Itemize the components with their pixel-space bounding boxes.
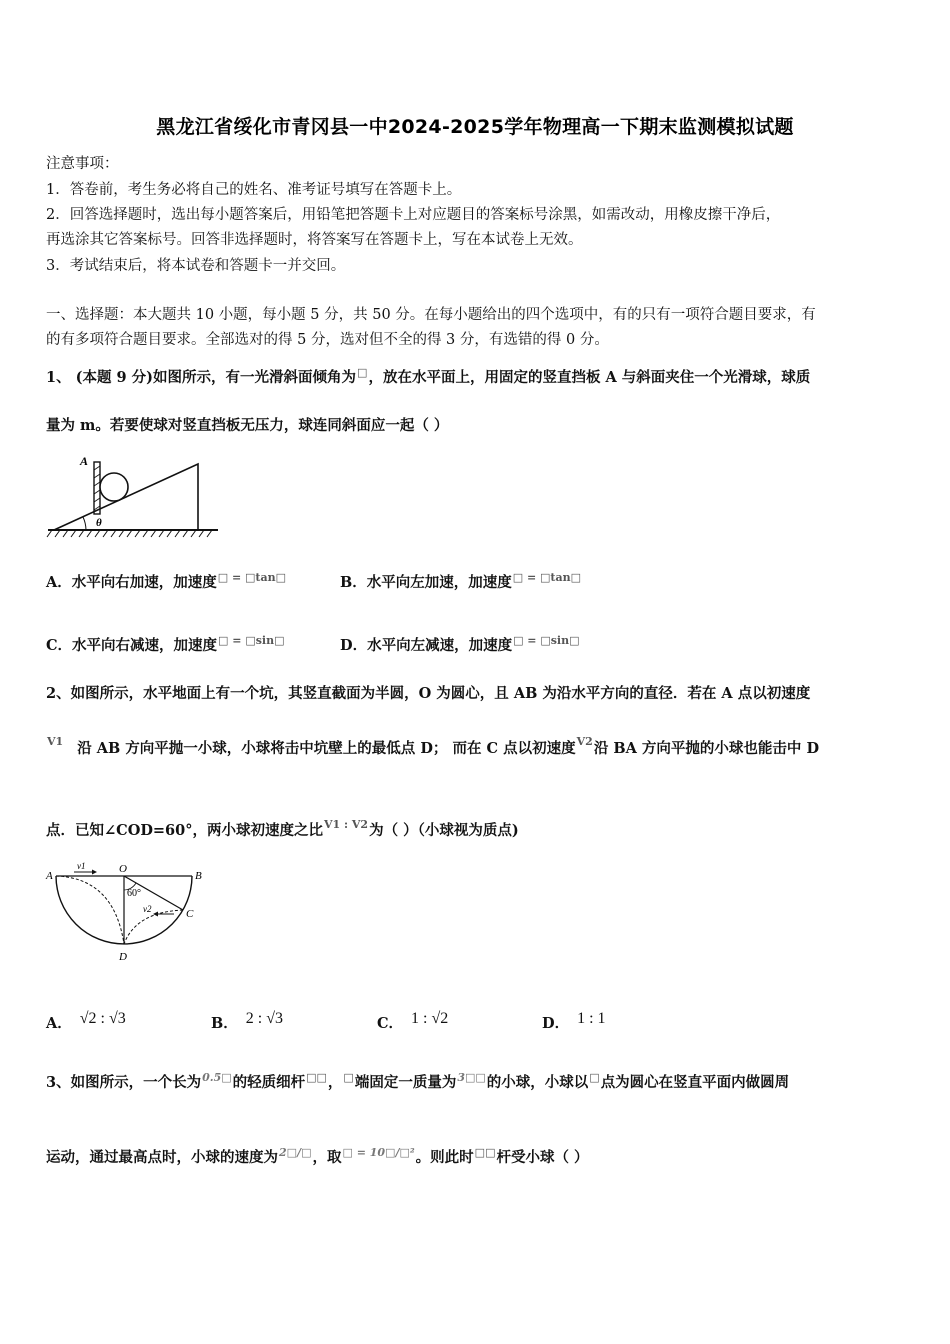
q3-line-2 [46, 1146, 589, 1167]
q1-option-c-expr: □ = □sin□ [218, 634, 285, 647]
q3-gravity: □ = 10□/□² [342, 1146, 415, 1159]
q1-option-c[interactable] [46, 634, 285, 655]
q3-rod: □□ [306, 1071, 327, 1084]
q3-rod-2: □□ [474, 1146, 496, 1159]
q3-text-f: 点为圆心在竖直平面内做圆周 [600, 1074, 790, 1091]
q1-incline-figure [46, 448, 221, 540]
q2-option-a-value: √2 : √3 [79, 1010, 126, 1027]
q1-plate-label: A [80, 454, 89, 468]
q1-option-c-text: C．水平向右减速，加速度 [46, 637, 218, 654]
q3-text-i: 。则此时 [415, 1149, 474, 1166]
q2-trajectory-1 [56, 876, 124, 944]
q2-v1-arrowhead [92, 870, 97, 875]
q2-label-d: D [119, 951, 127, 963]
q2-text-d: 为（ ）（小球视为质点) [369, 822, 519, 839]
q3-text-e: 的小球，小球以 [486, 1074, 589, 1091]
notice-item-3: 3．考试结束后，将本试卷和答题卡一并交回。 [46, 258, 346, 274]
notice-heading: 注意事项： [46, 156, 119, 172]
q3-text-b: 的轻质细杆 [232, 1074, 306, 1091]
q3-text-d: 端固定一质量为 [354, 1074, 457, 1091]
q3-end: □ [343, 1071, 354, 1084]
q2-label-b: B [195, 870, 202, 882]
q3-mass: 3□□ [457, 1071, 486, 1084]
q1-angle-arc [83, 517, 86, 530]
q2-text-b: 沿 BA 方向平抛的小球也能击中 D [593, 740, 820, 757]
q1-text-b: ，放在水平面上，用固定的竖直挡板 A 与斜面夹住一个光滑球，球质 [368, 369, 811, 386]
notice-item-2a: 2．回答选择题时，选出每小题答案后，用铅笔把答题卡上对应题目的答案标号涂黑，如需改动，用橡皮擦干净后， [46, 207, 781, 223]
q2-ratio: V1 : V2 [323, 818, 369, 831]
q2-option-d-label: D． [542, 1015, 570, 1032]
q3-text-h: ，取 [312, 1149, 342, 1166]
q2-option-c-value: 1 : √2 [411, 1010, 449, 1027]
q1-option-a[interactable] [46, 571, 287, 592]
q1-option-d-expr: □ = □sin□ [513, 634, 580, 647]
q2-label-c: C [186, 908, 194, 920]
q2-v2-symbol: V2 [576, 735, 593, 748]
q1-angle-label: θ [96, 517, 102, 529]
q2-option-b[interactable] [211, 1012, 283, 1033]
q2-option-c-label: C． [377, 1015, 404, 1032]
q2-line-2 [46, 737, 819, 758]
q3-text-g: 运动，通过最高点时，小球的速度为 [46, 1149, 278, 1166]
q1-text-a: 1、 (本题 9 分)如图所示，有一光滑斜面倾角为 [46, 369, 357, 386]
q2-line-3 [46, 819, 519, 840]
q1-line-1 [46, 366, 810, 387]
notice-item-2b: 再选涂其它答案标号。回答非选择题时，将答案写在答题卡上，写在本试卷上无效。 [46, 232, 583, 248]
q1-option-b-expr: □ = □tan□ [512, 571, 582, 584]
q2-option-a-label: A． [46, 1015, 72, 1032]
q2-option-c[interactable] [377, 1012, 448, 1033]
q1-option-a-expr: □ = □tan□ [217, 571, 287, 584]
q1-option-d[interactable] [340, 634, 581, 655]
q2-semicircle-figure [44, 860, 214, 970]
q3-line-1 [46, 1071, 789, 1092]
q2-option-a[interactable] [46, 1012, 126, 1033]
q2-option-b-value: 2 : √3 [245, 1010, 283, 1027]
q1-option-d-text: D．水平向左减速，加速度 [340, 637, 513, 654]
q1-option-b-text: B．水平向左加速，加速度 [340, 574, 512, 591]
q2-label-v2: v2 [143, 904, 152, 914]
q1-incline [54, 464, 198, 530]
section-intro-1: 一、选择题：本大题共 10 小题，每小题 5 分，共 50 分。在每小题给出的四个选项中，有的只有一项符合题目要求，有 [46, 307, 816, 323]
q2-option-d[interactable] [542, 1012, 606, 1033]
q2-label-o: O [119, 863, 127, 875]
q1-option-b[interactable] [340, 571, 582, 592]
q3-length: 0.5□ [202, 1071, 232, 1084]
section-intro-2: 的有多项符合题目要求。全部选对的得 5 分，选对但不全的得 3 分，有选错的得 0 分。 [46, 332, 609, 348]
q2-label-a: A [46, 870, 53, 882]
q1-option-a-text: A．水平向右加速，加速度 [46, 574, 217, 591]
q2-option-d-value: 1 : 1 [577, 1010, 606, 1027]
q1-theta-placeholder: □ [357, 366, 368, 379]
q2-option-b-label: B． [211, 1015, 238, 1032]
q3-text-a: 3、如图所示，一个长为 [46, 1074, 202, 1091]
q3-center: □ [589, 1071, 600, 1084]
q2-text-c: 点．已知∠COD=60°，两小球初速度之比 [46, 822, 323, 839]
q3-text-j: 杆受小球（ ） [496, 1149, 589, 1166]
q2-label-angle: 60° [127, 888, 141, 899]
q2-line-1: 2、如图所示，水平地面上有一个坑，其竖直截面为半圆，O 为圆心，且 AB 为沿水平方向的直径．若在 A 点以初速度 [46, 685, 811, 702]
q2-v1-symbol: V1 [47, 735, 64, 748]
q2-text-a: 沿 AB 方向平抛一小球，小球将击中坑壁上的最低点 D； 而在 C 点以初速度 [77, 740, 576, 757]
notice-item-1: 1．答卷前，考生务必将自己的姓名、准考证号填写在答题卡上。 [46, 182, 462, 198]
q2-v2-arrowhead [153, 912, 158, 917]
q1-ball [100, 473, 128, 501]
q3-text-c: ， [327, 1074, 343, 1091]
q1-line-2: 量为 m。若要使球对竖直挡板无压力，球连同斜面应一起（ ） [46, 417, 449, 434]
page-title: 黑龙江省绥化市青冈县一中2024-2025学年物理高一下期末监测模拟试题 [156, 116, 794, 138]
q3-speed: 2□/□ [279, 1146, 312, 1159]
q2-label-v1: v1 [77, 861, 86, 871]
q2-trajectory-2 [124, 910, 183, 944]
